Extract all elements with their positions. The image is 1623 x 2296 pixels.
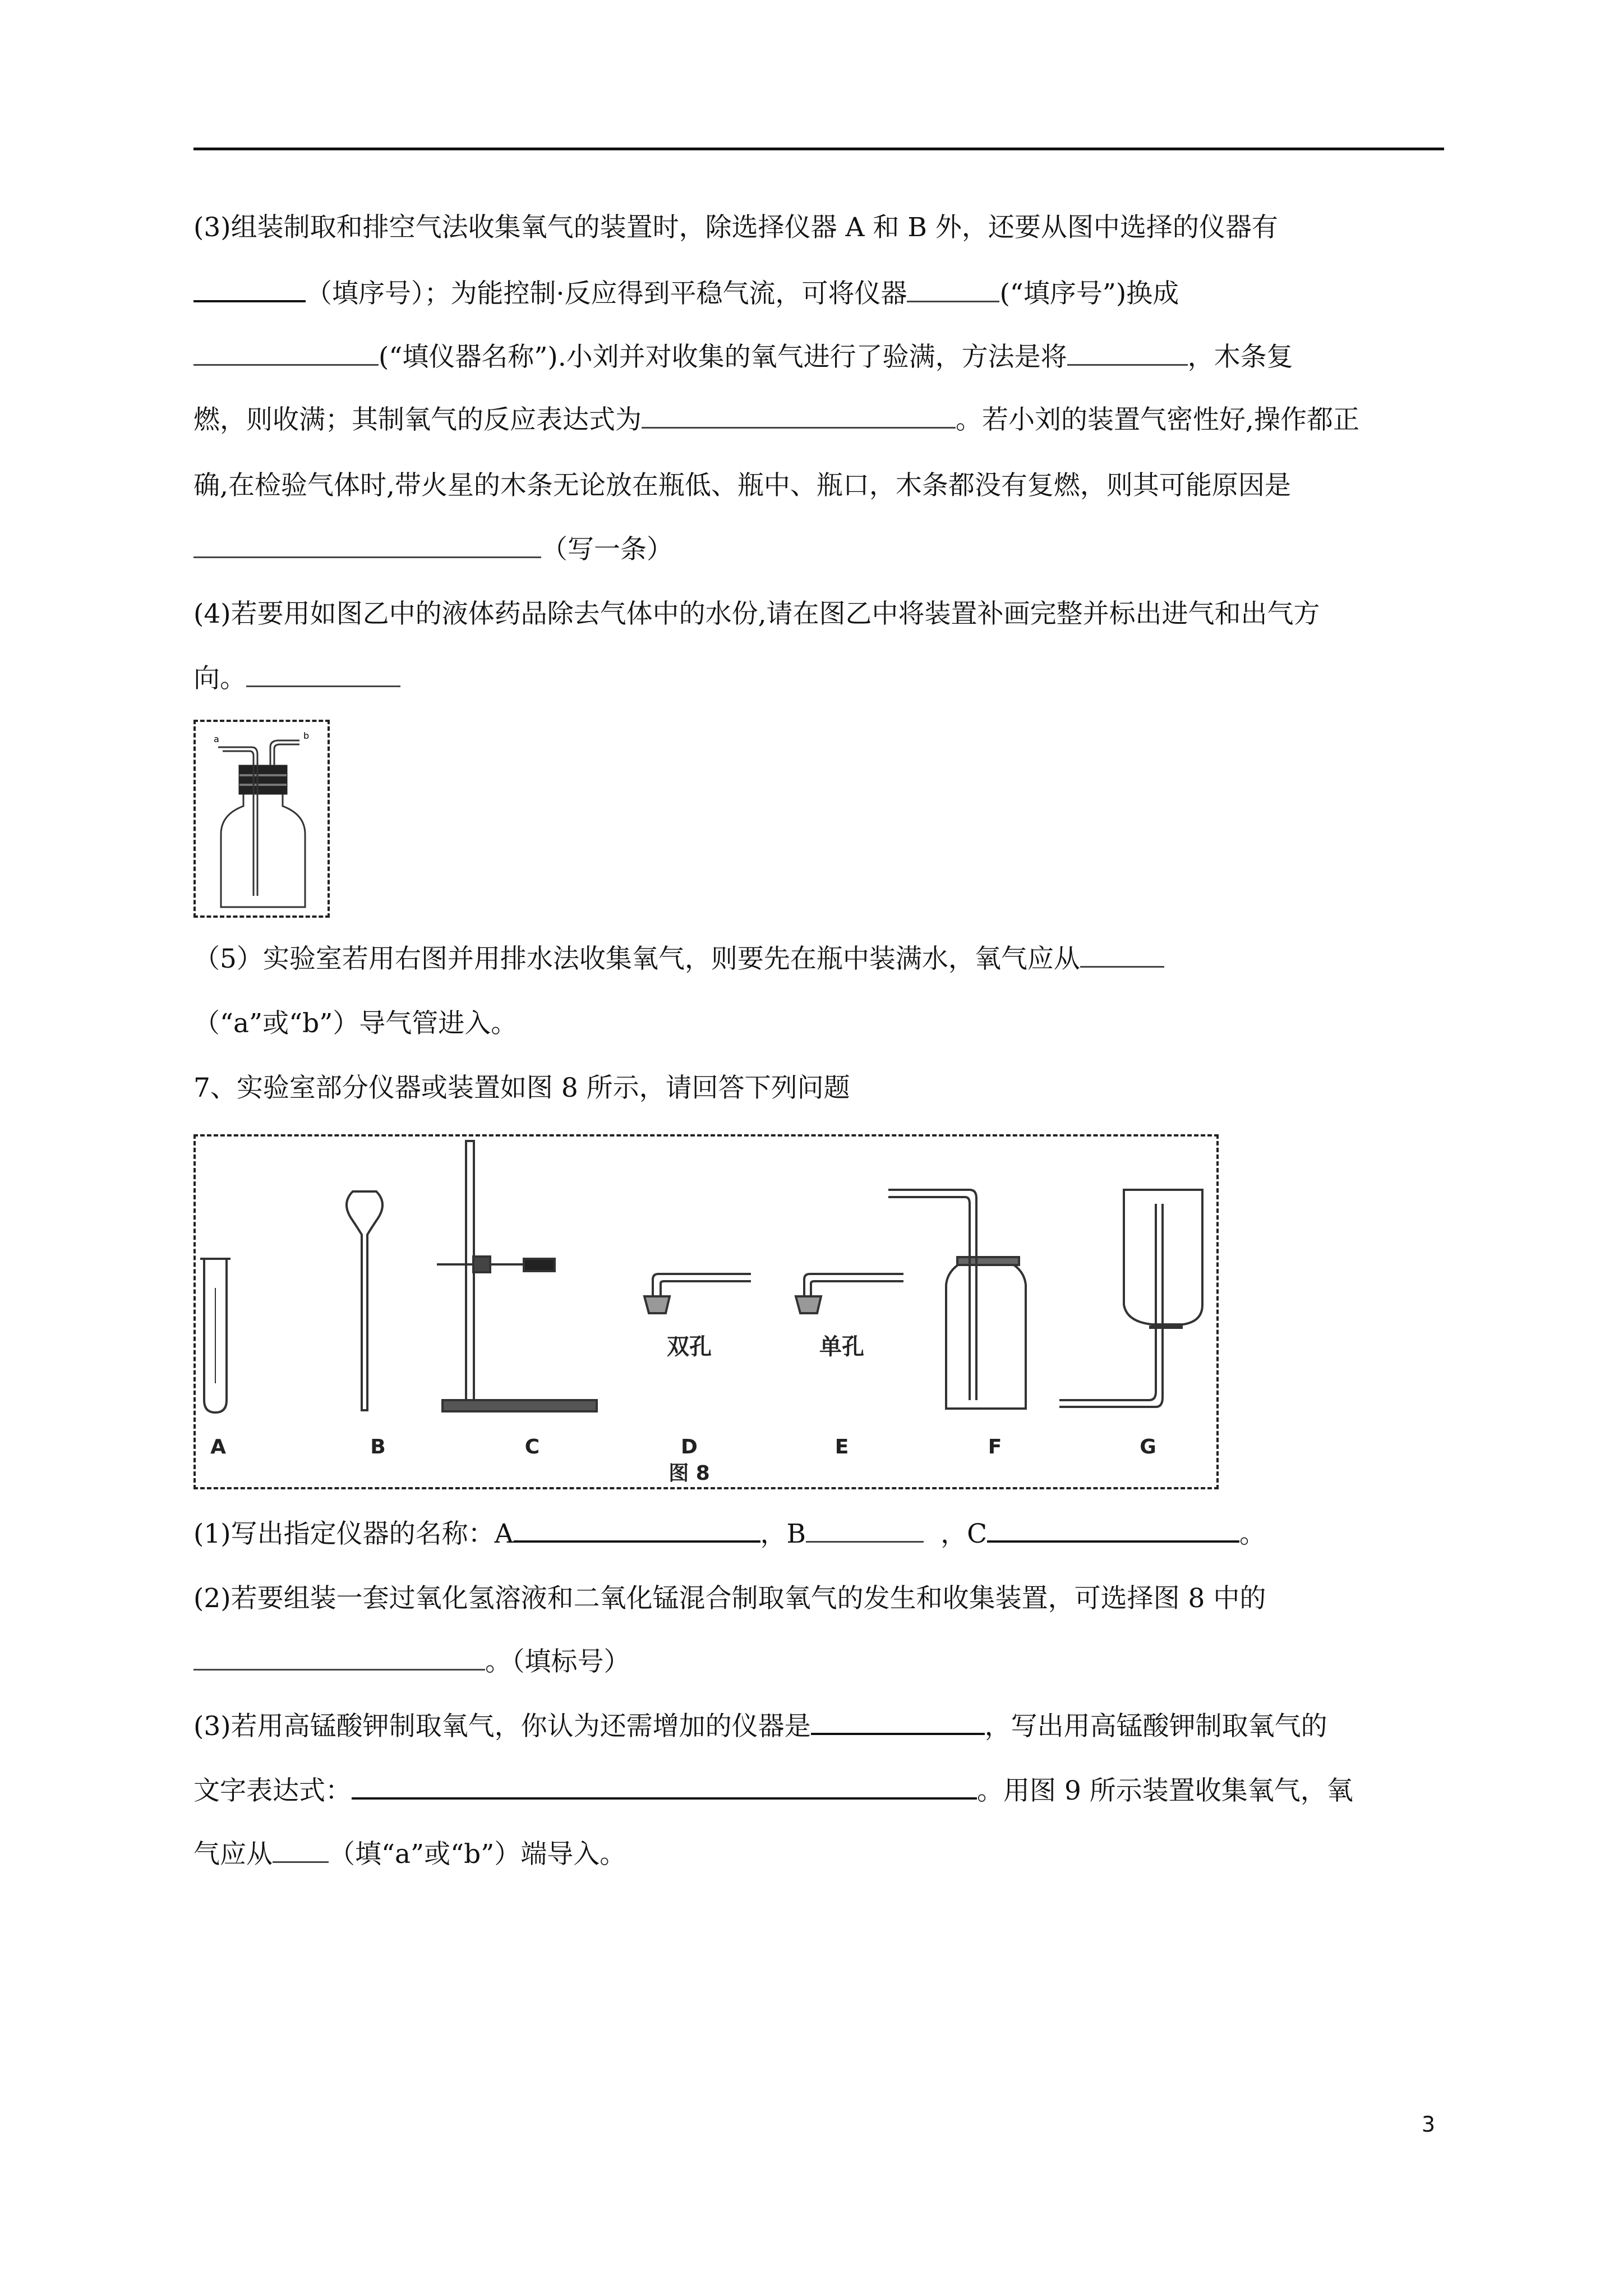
label-E: E: [834, 1435, 849, 1458]
q7-part-3-line-3: 气应从 （填“a”或“b”）端导入。: [193, 1839, 626, 1870]
label-A: A: [210, 1435, 226, 1458]
q7-part-1: (1)写出指定仪器的名称：A ，B ，C 。: [193, 1519, 1266, 1549]
tube-b-label: b: [303, 730, 310, 741]
figure-yi-gas-washing-bottle: [193, 720, 330, 918]
caption-one-hole: 单孔: [819, 1334, 864, 1360]
q3-line-1: (3)组装制取和排空气法收集氧气的装置时，除选择仪器 A 和 B 外，还要从图中选择的仪器有: [193, 212, 1278, 243]
iron-stand-C: [437, 1141, 597, 1411]
answer-blank[interactable]: [193, 1646, 485, 1671]
tube-a-label: a: [214, 734, 219, 744]
q4-line-2: 向。: [193, 662, 400, 696]
answer-blank[interactable]: [514, 1518, 760, 1543]
figure-8-apparatus: [193, 1134, 1219, 1489]
test-tube-A: [200, 1259, 230, 1412]
q3-line-6: （写一条）: [193, 533, 673, 567]
funnel-B: [347, 1191, 382, 1410]
q3-line-4: 燃，则收满；其制氧气的反应表达式为 。若小刘的装置气密性好,操作都正: [193, 404, 1359, 435]
q7-part-2-line-1: (2)若要组装一套过氧化氢溶液和二氧化锰混合制取氧气的发生和收集装置，可选择图 8 中的: [193, 1583, 1266, 1614]
answer-blank[interactable]: [273, 1839, 329, 1863]
answer-blank[interactable]: [1067, 342, 1188, 366]
q7-title: 7、实验室部分仪器或装置如图 8 所示，请回答下列问题: [193, 1073, 850, 1103]
gas-bottle-F: [888, 1190, 1026, 1409]
two-hole-stopper-D: [644, 1274, 751, 1313]
q7-part-3-line-1: (3)若用高锰酸钾制取氧气，你认为还需增加的仪器是 ，写出用高锰酸钾制取氧气的: [193, 1711, 1327, 1742]
header-rule: [193, 148, 1444, 150]
answer-blank[interactable]: [352, 1775, 977, 1800]
q3-line-3: (“填仪器名称”).小刘并对收集的氧气进行了验满，方法是将 ，木条复: [193, 341, 1293, 374]
caption-two-hole: 双孔: [667, 1334, 712, 1360]
q3-line-5: 确,在检验气体时,带火星的木条无论放在瓶低、瓶中、瓶口，木条都没有复燃，则其可能原因是: [193, 470, 1291, 501]
answer-blank[interactable]: [193, 278, 306, 302]
label-F: F: [988, 1435, 1002, 1458]
label-B: B: [370, 1435, 386, 1458]
inverted-bottle-G: [1059, 1190, 1202, 1407]
label-C: C: [524, 1435, 540, 1458]
q5-line-2: （“a”或“b”）导气管进入。: [193, 1008, 518, 1039]
q5-line-1: （5）实验室若用右图并用排水法收集氧气，则要先在瓶中装满水，氧气应从: [193, 942, 1164, 976]
q4-line-1: (4)若要用如图乙中的液体药品除去气体中的水份,请在图乙中将装置补画完整并标出进气和出气方: [193, 599, 1320, 629]
answer-blank[interactable]: [642, 404, 956, 429]
answer-blank[interactable]: [806, 1519, 924, 1543]
answer-blank[interactable]: [193, 534, 541, 558]
answer-blank[interactable]: [246, 663, 400, 687]
answer-blank[interactable]: [907, 278, 999, 302]
q7-part-2-line-2: 。（填标号）: [193, 1645, 630, 1679]
answer-blank[interactable]: [987, 1518, 1239, 1543]
q3-line-2: （填序号）；为能控制·反应得到平稳气流，可将仪器 (“填序号”)换成: [193, 277, 1179, 311]
page-number: 3: [1421, 2112, 1435, 2137]
figure-8-caption: 图 8: [668, 1462, 710, 1485]
answer-blank[interactable]: [193, 342, 379, 366]
answer-blank[interactable]: [811, 1710, 985, 1735]
q7-part-3-line-2: 文字表达式： 。用图 9 所示装置收集氧气，氧: [193, 1775, 1353, 1806]
one-hole-stopper-E: [796, 1274, 903, 1313]
answer-blank[interactable]: [1080, 944, 1164, 968]
label-D: D: [681, 1435, 698, 1458]
gas-washing-bottle-drawing: [218, 740, 305, 907]
label-G: G: [1140, 1435, 1156, 1458]
